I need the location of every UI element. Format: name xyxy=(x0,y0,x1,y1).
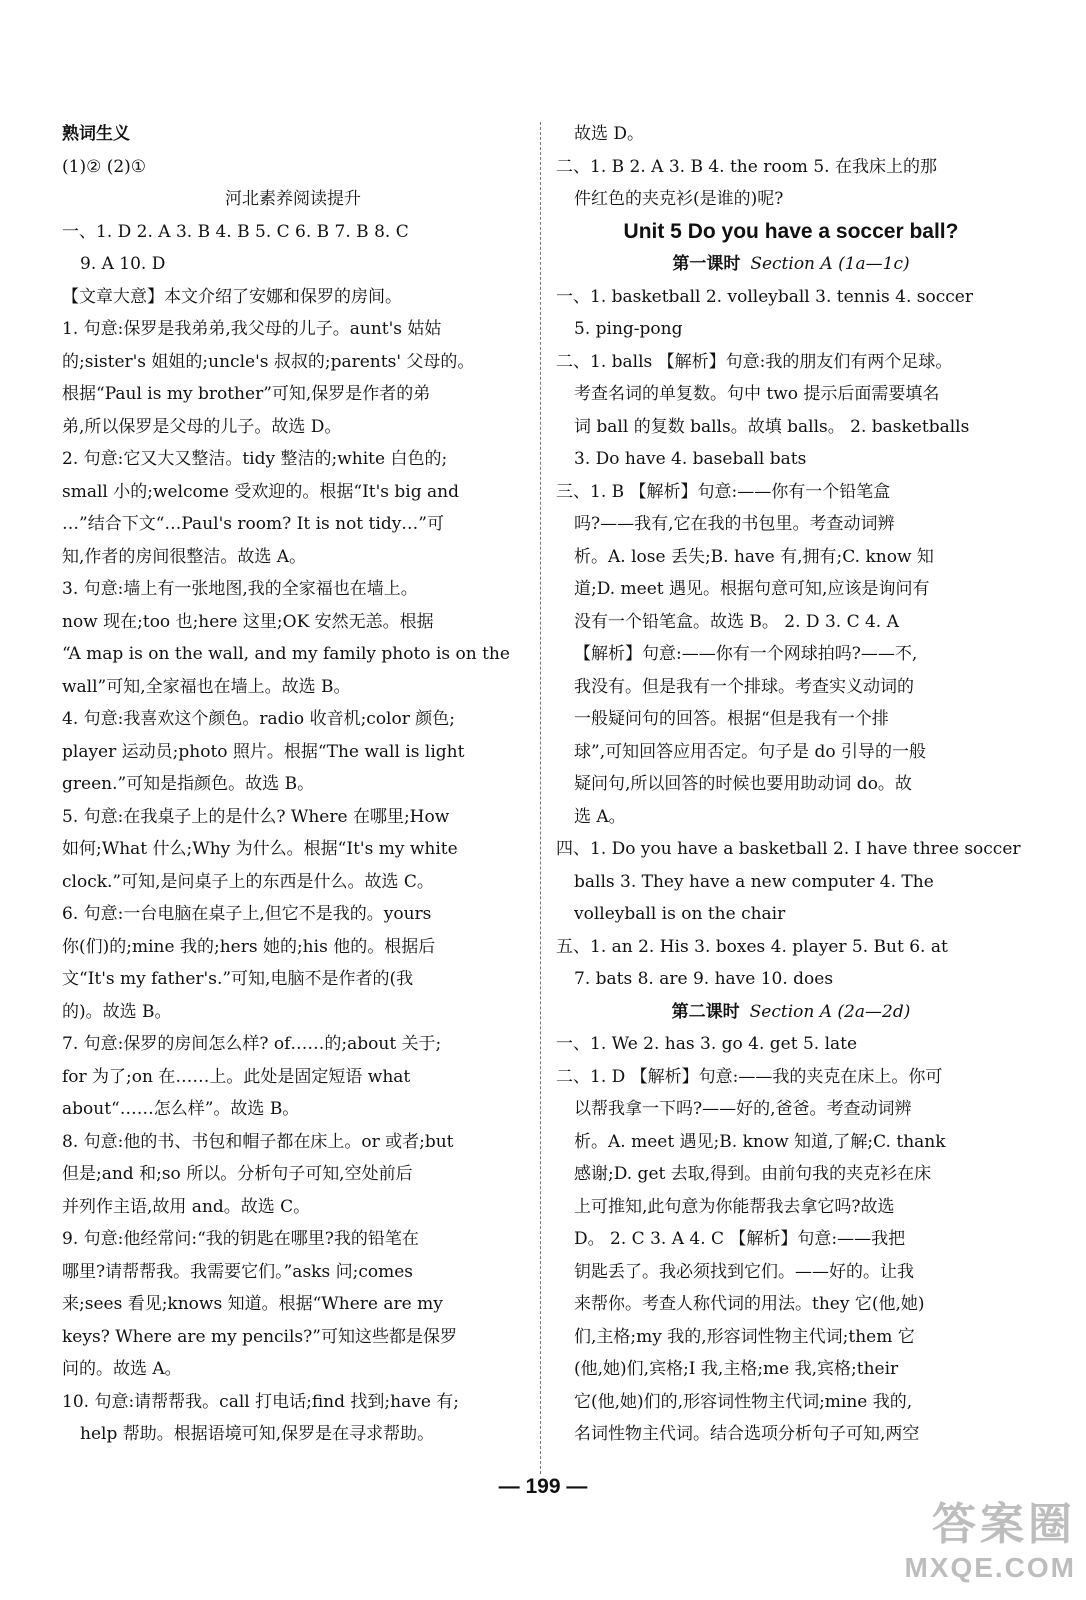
answer-line: clock.”可知,是问桌子上的东西是什么。故选 C。 xyxy=(62,871,434,892)
answer-line: 们,主格;my 我的,形容词性物主代词;them 它 xyxy=(574,1326,915,1347)
answer-line: 3. 句意:墙上有一张地图,我的全家福也在墙上。 xyxy=(62,579,418,599)
answer-line: 的;sister's 姐姐的;uncle's 叔叔的;parents' 父母的。 xyxy=(62,351,475,372)
answer-line: 的)。故选 B。 xyxy=(62,1001,172,1022)
answer-line: 考查名词的单复数。句中 two 提示后面需要填名 xyxy=(574,384,940,404)
answer-line: small 小的;welcome 受欢迎的。根据“It's big and xyxy=(62,481,459,502)
answer-line: 词 ball 的复数 balls。故填 balls。 2. basketballs xyxy=(574,416,970,437)
answer-line: “A map is on the wall, and my family photo is on the xyxy=(62,644,510,664)
answer-line: 文“It's my father's.”可知,电脑不是作者的(我 xyxy=(62,969,414,989)
answer-line: 9. 句意:他经常问:“我的钥匙在哪里?我的铅笔在 xyxy=(62,1229,419,1249)
section-label: Section A (1a—1c) xyxy=(750,254,910,274)
answer-line: 一、1. We 2. has 3. go 4. get 5. late xyxy=(556,1034,858,1054)
answer-line: 二、1. B 2. A 3. B 4. the room 5. 在我床上的那 xyxy=(556,156,937,177)
watermark-title: 答案圈 xyxy=(932,1500,1076,1549)
column-divider xyxy=(540,122,541,1474)
answer-line: 3. Do have 4. baseball bats xyxy=(574,449,807,469)
section-heading: 熟词生义 xyxy=(62,124,130,144)
answer-line: now 现在;too 也;here 这里;OK 安然无恙。根据 xyxy=(62,611,434,632)
answer-line: balls 3. They have a new computer 4. The xyxy=(574,871,934,892)
answer-line: 三、1. B 【解析】句意:——你有一个铅笔盒 xyxy=(556,481,891,502)
answer-line: 来;sees 看见;knows 知道。根据“Where are my xyxy=(62,1294,443,1314)
answer-line: 10. 句意:请帮帮我。call 打电话;find 找到;have 有; xyxy=(62,1391,460,1412)
answer-line: volleyball is on the chair xyxy=(574,904,786,924)
answer-line: 你(们)的;mine 我的;hers 她的;his 他的。根据后 xyxy=(62,936,436,957)
answer-line: 故选 D。 xyxy=(574,124,645,144)
answer-line: player 运动员;photo 照片。根据“The wall is light xyxy=(62,741,465,762)
answer-line: 一、1. D 2. A 3. B 4. B 5. C 6. B 7. B 8. C xyxy=(62,221,409,242)
answer-line: 钥匙丢了。我必须找到它们。——好的。让我 xyxy=(574,1261,914,1282)
answer-line: 道;D. meet 遇见。根据句意可知,应该是询问有 xyxy=(574,579,930,599)
answer-line: keys? Where are my pencils?”可知这些都是保罗 xyxy=(62,1326,457,1347)
answer-line: 6. 句意:一台电脑在桌子上,但它不是我的。yours xyxy=(62,904,432,924)
answer-line: …”结合下文“…Paul's room? It is not tidy…”可 xyxy=(62,514,444,534)
answer-line: 根据“Paul is my brother”可知,保罗是作者的弟 xyxy=(62,384,431,404)
answer-line: 8. 句意:他的书、书包和帽子都在床上。or 或者;but xyxy=(62,1131,454,1152)
answer-line: 球”,可知回答应用否定。句子是 do 引导的一般 xyxy=(574,741,927,762)
lesson-label: 第二课时 xyxy=(671,1001,740,1022)
answer-line: (他,她)们,宾格;I 我,主格;me 我,宾格;their xyxy=(574,1359,899,1379)
answer-line: 哪里?请帮帮我。我需要它们。”asks 问;comes xyxy=(62,1261,413,1282)
answer-line: 弟,所以保罗是父母的儿子。故选 D。 xyxy=(62,416,342,437)
answer-line: help 帮助。根据语境可知,保罗是在寻求帮助。 xyxy=(80,1424,435,1444)
answer-line: 我没有。但是我有一个排球。考查实义动词的 xyxy=(574,676,914,697)
unit-title: Unit 5 Do you have a soccer ball? xyxy=(623,219,959,243)
answer-line: 二、1. D 【解析】句意:——我的夹克在床上。你可 xyxy=(556,1066,943,1087)
lesson-subheading xyxy=(556,996,1026,1029)
answer-line: 如何;What 什么;Why 为什么。根据“It's my white xyxy=(62,839,458,859)
lesson-subheading xyxy=(556,248,1026,281)
lesson-label: 第一课时 xyxy=(672,254,741,274)
answer-line: 5. ping-pong xyxy=(574,319,683,339)
answer-line: 五、1. an 2. His 3. boxes 4. player 5. But 6. at xyxy=(556,936,948,957)
answer-line: 析。A. meet 遇见;B. know 知道,了解;C. thank xyxy=(574,1131,946,1152)
answer-line: 没有一个铅笔盒。故选 B。 2. D 3. C 4. A xyxy=(574,611,899,632)
answer-line: 并列作主语,故用 and。故选 C。 xyxy=(62,1196,311,1217)
answer-line: 二、1. balls 【解析】句意:我的朋友们有两个足球。 xyxy=(556,351,953,372)
answer-line: 4. 句意:我喜欢这个颜色。radio 收音机;color 颜色; xyxy=(62,709,455,729)
answer-line: 问的。故选 A。 xyxy=(62,1359,182,1379)
answer-line: about“……怎么样”。故选 B。 xyxy=(62,1099,300,1119)
section-label: Section A (2a—2d) xyxy=(749,1001,911,1022)
answer-line: 7. bats 8. are 9. have 10. does xyxy=(574,969,834,989)
answer-line: 【解析】句意:——你有一个网球拍吗?——不, xyxy=(574,644,918,664)
answer-line: 【文章大意】本文介绍了安娜和保罗的房间。 xyxy=(62,286,402,307)
right-column xyxy=(556,118,1026,1451)
answer-line: 一般疑问句的回答。根据“但是我有一个排 xyxy=(574,709,889,729)
answer-line: (1)② (2)① xyxy=(62,156,147,177)
answer-line: 知,作者的房间很整洁。故选 A。 xyxy=(62,546,307,567)
answer-line: green.”可知是指颜色。故选 B。 xyxy=(62,774,315,794)
answer-line: 以帮我拿一下吗?——好的,爸爸。考查动词辨 xyxy=(574,1099,912,1119)
answer-line: for 为了;on 在……上。此处是固定短语 what xyxy=(62,1066,411,1087)
section-heading: 河北素养阅读提升 xyxy=(225,189,361,209)
answer-line: 5. 句意:在我桌子上的是什么? Where 在哪里;How xyxy=(62,806,450,827)
answer-line: wall”可知,全家福也在墙上。故选 B。 xyxy=(62,676,351,697)
answer-line: 名词性物主代词。结合选项分析句子可知,两空 xyxy=(574,1424,920,1444)
answer-line: 2. 句意:它又大又整洁。tidy 整洁的;white 白色的; xyxy=(62,449,448,469)
answer-line: 来帮你。考查人称代词的用法。they 它(他,她) xyxy=(574,1294,925,1314)
answer-line: 9. A 10. D xyxy=(80,254,166,274)
answer-line: 析。A. lose 丢失;B. have 有,拥有;C. know 知 xyxy=(574,546,934,567)
answer-line: 四、1. Do you have a basketball 2. I have three soccer xyxy=(556,839,1021,859)
answer-line: 1. 句意:保罗是我弟弟,我父母的儿子。aunt's 姑姑 xyxy=(62,319,442,339)
answer-line: 7. 句意:保罗的房间怎么样? of……的;about 关于; xyxy=(62,1034,442,1054)
answer-line: 一、1. basketball 2. volleyball 3. tennis 4. soccer xyxy=(556,286,973,307)
answer-line: 但是;and 和;so 所以。分析句子可知,空处前后 xyxy=(62,1164,413,1184)
answer-line: 疑问句,所以回答的时候也要用助动词 do。故 xyxy=(574,774,912,794)
watermark-url: MXQE.COM xyxy=(904,1552,1076,1583)
answer-line: 上可推知,此句意为你能帮我去拿它吗?故选 xyxy=(574,1196,895,1217)
answer-line: 件红色的夹克衫(是谁的)呢? xyxy=(574,189,784,209)
answer-line: 它(他,她)们的,形容词性物主代词;mine 我的, xyxy=(574,1391,913,1412)
answer-line: D。 2. C 3. A 4. C 【解析】句意:——我把 xyxy=(574,1229,906,1249)
left-column xyxy=(62,118,524,1451)
answer-line: 感谢;D. get 去取,得到。由前句我的夹克衫在床 xyxy=(574,1164,932,1184)
answer-line: 选 A。 xyxy=(574,806,626,827)
watermark-logo xyxy=(904,1488,1076,1584)
page-number: — 199 — xyxy=(498,1475,588,1498)
answer-line: 吗?——我有,它在我的书包里。考查动词辨 xyxy=(574,514,895,534)
